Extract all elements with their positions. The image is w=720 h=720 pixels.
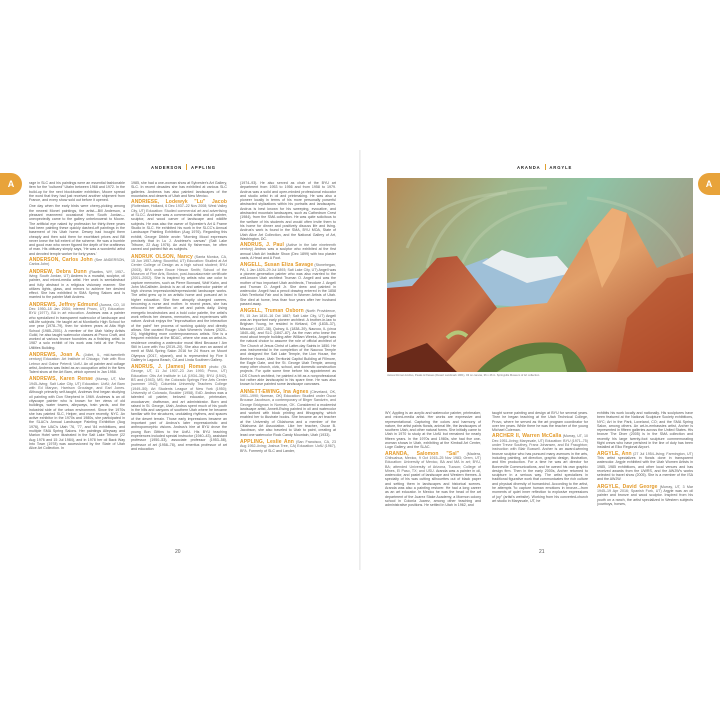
artist-meta: (San Francisco, CA, 23 Aug 1952–living; Joshua Tree, CA) Education: UofU (1967), BFA. <box>240 439 336 453</box>
artist-meta: (Rotterdam, Holland, 6 Dec 1937–22 Nov 2008; West Valley City, UT) Education: Studied commercial art and advertising at SLCC. <box>131 204 227 218</box>
artist-meta: (Stonehegan, PA, 1 Jan 1825–29 Jul 1893; Salt Lake City, UT) <box>240 263 336 272</box>
artist-entry <box>240 309 336 386</box>
artist-meta: (Joliet, IL, mid-twentieth century) Education: Art Institute of Chicago; Yale with Rico Lebrun and Gabor Peterdi; UofU. <box>29 352 125 366</box>
running-head-divider <box>186 164 187 170</box>
artist-bio: Andrus was a sculptor who exhibited at the first annual Utah Art Institute Show (Dec 1899) with two plaster casts, A Head and A Foot. <box>240 247 336 261</box>
right-page-column-1 <box>385 411 481 511</box>
artist-name: ANDRUS, J. Paul <box>240 242 285 249</box>
artist-name: ARGYLE, Ann <box>597 450 632 457</box>
artist-bio: Andriese was a commercial artist and oil painter, sculptor, and wood carver of landscape and wildlife subjects. He was also the owner of Sylvester's Art & Frame Studio in SLC. He exhibited his work in the SLCC's Annual Landscape Painting Exhibition (Aug 1976). Regarding this exhibit, George Dibble wrote: "Morning Mood expresses precisely that in Lu J. Andriese's canvas" (Salt Lake Tribune, 22 Aug 1976). An avid fly fisherman, he often carved and painted fish as subjects. <box>131 213 227 252</box>
artist-entry <box>597 452 693 482</box>
left-page-column-1 <box>29 181 125 454</box>
artist-bio: Andrews was a painter who specialized in transparent watercolor of landscape and still-life subjects. He taught art at Monticello High School for one year (1978–79), then for sixteen years at Alta High School (1985–2001). A member of the Utah Valley Artists Guild, he also taught watercolor classes at Provo Craft, and worked at various bronze foundries as a finishing artist. In 1987 a solo exhibit of his work was held at the Provo Utilities Building. <box>29 311 125 350</box>
artist-meta: (See ANDERSON, Carlos John) <box>29 258 125 267</box>
right-page-column-2 <box>492 411 588 506</box>
artist-bio: Argyle was an oil painter and bronze and wood sculptor. Inspired from his youth on a ranch, the artist specialized in Western subjects (cowboys, horses, <box>597 489 693 506</box>
artist-entry <box>385 452 481 508</box>
artist-entry <box>29 377 125 450</box>
artist-meta: (Cleveland, OK, 1901–1990; Norman, OK) Education: Studied under Oscar Brousse Jacobson, a contemporary of Birger Sandzén, and George Bridgman in Norman, OK. <box>240 389 336 407</box>
left-page-number: 20 <box>175 549 181 555</box>
artist-bio: Although primarily self-taught, Andrews first began studying oil painting with Don Shepherd in 1969. Andrews is an oil cityscape painter who is known for her views of old buildings, water towers, alleyways, train yards, and the industrial side of the urban environment. Since the 1970s she has painted SLC, Helper, and more recently, NYC. An active exhibitor in the 1970s and 1980s, she participated in the SLAC's Annual Landscape Painting Exhibition (Aug 1976), the UAC's Utah '76, '77, and '84 exhibitions, and multiple SMA Spring Salons. Her paintings Alleyway and Marion Hotel were illustrated in the Salt Lake Tribune (22 Aug 1976 and 15 Jul 1984), and in 1978 her oil Back Way Into Town (1978) was accessioned by the State of Utah Alice Art Collection. In <box>29 390 125 451</box>
left-thumb-tab: A <box>0 173 22 195</box>
running-head-divider <box>545 164 546 170</box>
artist-entry <box>240 390 336 437</box>
artist-name: APPLING, Leslie Ann <box>240 438 294 445</box>
artist-entry <box>240 263 336 306</box>
figure-caption: James Roman Andrus, Peaks & Passes (Desert Landmark 1961), Oil on canvas, 36 x 46 in. Springville Museum of Art collection. <box>387 374 540 377</box>
running-head-last: APPLING <box>190 164 216 170</box>
artist-meta: (Murray, UT, 10 Dec 1951–living; Marysvale, UT) Education: BYU (1971–75) under Trevor Southey, Franz Johansen, and Ed Fraughton; instruction with Blair Buswell. <box>492 434 588 452</box>
artist-entry <box>131 200 227 252</box>
artist-entry <box>240 440 336 453</box>
right-page-column-3 <box>597 411 693 509</box>
right-thumb-tab: A <box>698 173 720 195</box>
artist-meta: (27 Jul 1954–living; Farmington, UT) <box>633 451 693 456</box>
artist-bio: Archer is an award-winning bronze sculptor who has pursued many avenues in the arts, including painting, art direction, graphic design, illustration, and film production. For a time he was art director for Bonneville Communications, and he owned his own graphic design firm. Then in the early 2000s, Archer returned to sculpture in a serious way. The artist specializes in traditional figurative work that communicates the rich culture and physical diversity of humankind. According to the artist, he attempts "to capture human emotions in bronze—from moments of quiet inner reflection to explosive expressions of joy" (artist's website). Working from his converted-church art studio in Marysvale, UT, he <box>492 447 588 503</box>
artist-entry <box>29 353 125 374</box>
artist-name: ARGYLE, David George <box>597 483 658 490</box>
running-head-first: ANDERSON <box>151 164 183 170</box>
artist-name: ANDREWS, Karen Renae <box>29 376 94 383</box>
artist-name: ANGELL, Susan Eliza Savage <box>240 262 314 269</box>
artist-name: ARCHER II, Warren McCalla <box>492 433 562 440</box>
artist-meta: (Murray, UT, 3 Mar 1945–19 Apr 2016; Spanish Fork, UT) <box>597 484 693 494</box>
artist-meta: photo (St. George, UT, 11 Jul 1907–23 Jun 1993; Provo, UT) Education: Otis Art Institute in LA (1934–36); BYU (1942), BS and (1943), MS; the Colorado Springs Fine Arts Center (summer 1942); Columbia University Teachers College (1949–50); Art Students League of New York (1950); University of Colorado, Boulder (1958), EdD. <box>131 365 227 395</box>
left-running-head <box>151 164 216 170</box>
artist-bio: Andrew is a muralist, sculptor, oil painter, and mixed-media artist. Her work is semiabstract and fully abstract in a religious visionary manner. She utilizes lights, glass, and mirrors to achieve her desired effect. She has exhibited in SMA Spring Salons and is married to the painter Matt Andrew. <box>29 273 125 300</box>
gutter <box>359 150 361 570</box>
artist-meta: (Rawlins, WY, 1957–living; South Jordan, UT) <box>29 269 125 278</box>
body-paragraph: rage in SLC and his paintings were an essential fashionable item for the "cultured" Utahn between 1968 and 1972. In the build-up for the next blockbuster exhibition, Moore spread the word that they had just received another shipment from France, and every show sold out before it opened. <box>29 181 125 203</box>
artist-meta: (Murray, UT, Mar 1945–living; Salt Lake City, UT) Education: UofU; Art Barn with Ed Maryon, Harrison Groutage, and Earl Jones. <box>29 377 125 391</box>
artist-entry <box>492 434 588 503</box>
artist-name: ANDREWS, Joan A. <box>29 351 81 358</box>
running-head-last: ARGYLE <box>549 164 573 170</box>
running-head-first: ARANDA <box>517 164 541 170</box>
artist-name: ANDRUS, J. (James) Roman <box>131 364 207 371</box>
mountain-landscape-painting <box>387 178 693 372</box>
right-running-head <box>517 164 572 170</box>
artist-entry <box>131 365 227 451</box>
left-page-column-3 <box>240 181 336 456</box>
body-paragraph: WY, Appling is an acrylic and watercolor painter, printmaker, and mixed-media artist. Her works are expressive and representational. Capturing the colors and harmony of nature, the artist paints florals, animal life, the landscapes of southern Utah, and other natural forms. She initially came to Utah in 1970 to study at the UofU but remained for nearly fifteen years. In the 1970s and 1980s, she had five one-woman shows in Utah, exhibiting at the Kimball Art Center, Loge Gallery, and the SLAC. <box>385 411 481 450</box>
artist-entry <box>240 243 336 260</box>
artist-meta: (Madera, Chihuahua, Mexico, 9 Oct 1915–25 Nov 1983; Orem, UT) Education: University of Mexico, BA and MA in art; BYU, BA; attended University of Arizona, Tucson; College of Mines, El Paso, TX; and USU. <box>385 451 481 473</box>
artist-name: ANDREW, Debra Dunn <box>29 268 87 275</box>
artist-bio: Andrus was a talented oil painter, beloved educator, printmaker, woodcarver, draftsman, and art administrator. Born and raised in St. George, Utah, Andrus spent much of his youth in the hills and canyons of southern Utah where he became familiar with the structures, undulating rhythms, and spaces of the desert terrain. Those early impressions became an important part of Andrus's later expressionistic and anthropomorphic visions. Andrus's hire at BYU drove the young Bon Gittins to the UofU. His BYU teaching experiences included special instructor (1940–43), assistant professor (1950–53), associate professor (1953–58), professor of art (1958–78), and emeritus professor of art and education <box>131 390 227 451</box>
artist-entry <box>131 255 227 362</box>
artist-entry <box>29 258 125 267</box>
artist-meta: (Active in the late nineteenth century) <box>240 243 336 252</box>
artist-bio: Formerly of SLC and Lander, <box>248 448 295 453</box>
artist-name: ANNETT-EWING, Ina Agnes <box>240 388 309 395</box>
artist-meta: (North Providence, RI, 15 Jun 1810–16 Oct 1887; Salt Lake City, UT) <box>240 309 336 318</box>
artist-name: ANDREWS, Jeffrey Edmund <box>29 301 99 308</box>
artist-bio: Aranda was a painter in oil, watercolor, and pastel of landscape and Western themes. A specialty of his was cutting silhouettes out of black paper and setting them in landscapes and historical scenes. Aranda was also a painting restorer. He had a long career as an art educator. In Mexico he was the head of the art department of the Juarez Stake Academy, a Mormon colony school in Colonia Juarez, among other teaching and administrative positions. He settled in Utah in 1962, and <box>385 468 481 508</box>
artist-name: ANDERSON, Carlos John <box>29 257 93 264</box>
artist-meta: (Santa Monica, CA, 15 Jun 1957–living; Bountiful, UT) Education: Studied at Art Center College of Design as a high school student; BYU (2003), BFA under Bruce Hixson Smith; School of the Museum of Fine Arts, Boston, post-baccalaureate certificate (2001–2002). <box>131 254 227 281</box>
body-paragraph: One day when the early birds were cherry-picking among the newest Monet paintings, the artist—Bill Anderson, a pleasant mannered occasional from South Jordan—unexpectedly came to the gallery unbeknownst to Moore. The artificial eye naked by profession for thirty-three years had been painting these quickly dashed-off paintings in the basement of his Utah home. Dewey had bought them cheaply and then sold them for exorbitant prices and Bill never knew the full extent of the scheme. He was a humble and good man who never figured the depth of the craftiness of man. His obituary simply says, 'He was a wonderful artist and devoted temple worker for forty years.' <box>29 204 125 256</box>
artist-entry <box>597 485 693 506</box>
body-paragraph: exhibits his work locally and nationally. His sculptures have been featured at the National Sculpture Society exhibitions, NYC; Art in the Park, Loveland, CO; and the SMA Spring Salon, among others. An art-in-embassies artist, Archer is represented in fifteen galleries across the United States. His bronze The Diver (2005) is in the SMA collection and recently his large twenty-foot sculpture commemorating flight crews who have perished in the line of duty has been installed at Elko Regional Airport. <box>597 411 693 450</box>
body-paragraph: (1974–93). He also served as chair of the BYU art department from 1953 to 1956 and from 1958 to 1979. Andrus was a solid and open-minded professional educator and studio artist in oil and printmaking. He was also a pioneer locally in terms of his more personally powerful abstracted stylizations within his portraits and landscapes. Andrus is best known for his sweeping, evocative, and abstracted mountain landscapes, such as Cathedrum Crest (1984), from the SMA collection. He was quite solicitous to the welfare of his students and would often invite them to his home for dinner and positively discuss life and living. Andrus's work is found in the SMA, BYU MOA, State of Utah Alice Art Collection, and the National Gallery of Art, Washington, DC. <box>240 181 336 241</box>
artist-bio: She is inspired by artists who use color to capture memories, such as Pierre Bonnard, Wolf Kahn, and John McCallister. Andruk is an oil and watercolor painter of high chroma impressionist/expressionist landscape works. The artist grew up in an artistic home and pursued art in higher education. She then abruptly changed careers, becoming a nurse and mother. In recent years, she has refocused her attention on art and paints daily. Using energetic brushstrokes and a bold color palette, the artist's work reflects her dreams, memories, and experiences with nature. Andruk enjoys the "improvisation and the interaction of the paint" her process of working quickly and directly allows. She curated Rouge: Utah Women's Voices (2020–21), highlighting more contemporaneous artists. She is a frequent exhibitor at the BDAC, where she was an artist-in-residence creating a watercolor mural titled Because I Am Still in Love with You (2019–20). She also won an award of merit at SMA Spring Salon 2016 for 24 Hours on Mount Olympus (2017, n/panel), and is represented by Five 5 Gallery in Laguna Beach, CA and Linda Southern Gallery. <box>131 276 227 362</box>
artist-bio: This artist specializes in florals done in transparent watercolor. Argyle exhibited with the Utah Women Artists in 1985, 1985 exhibitions, and other local venues and has received awards from the UWRS, and the AWJW's works selected to travel show (2005). She is a member of the ISA and the AWJW. <box>597 455 693 482</box>
artist-entry <box>29 270 125 300</box>
artist-name: ANGELL, Truman Osborn <box>240 308 304 315</box>
left-page-column-2 <box>131 181 227 454</box>
artist-name: ANDRIESE, Lodewyk "Lu" Jacob <box>131 199 227 206</box>
body-paragraph: taught scene painting and design at BYU for several years. Then he began teaching at the Utah Technical College, Provo, where he served as the art program coordinator for over ten years. While there he was the teacher of the young Michael Coleman. <box>492 411 588 433</box>
artist-meta: (Aurora, CO, 10 Dec 1950–18 Jan 2004; interred Provo, UT) Education: BYU (1977), BA in art education. <box>29 302 125 316</box>
artist-name: ARANDA, Salomon "Sal" <box>385 450 460 457</box>
artist-entry <box>29 303 125 350</box>
body-paragraph: 1985, she had a one-woman show at Sylvester's Art Gallery, SLC. In recent decades she has exhibited at various SLC galleries. Andrews has also painted landscapes of the mountains and deserts of Utah and New Mexico. <box>131 181 227 198</box>
artist-bio: Considered a modernist landscape artist, Annett-Ewing painted in oil and watercolor and worked with block printing and lithography, which enabled her to illustrate books. She became an art teacher at the University of Oklahoma and a member of the Oklahoma Art Association. Like her teacher, Oscar B. Jacobson, she also traveled to Utah to paint, creating at least one watercolor Rock Candy Mountain, Utah (1933). <box>240 402 336 437</box>
artist-bio: Angell was a pioneer-generation painter who was also married to the well-known Utah architect Truman O. Angell and was the mother of two important Utah architects, Theodore J. Angell and Truman O. Angell Jr. She drew and painted in watercolor. Angell had a pencil drawing entered in the 1858 Utah Territorial Fair and is listed in Women Artists of Utah. She died at home, less than four years after her husband passed away. <box>240 267 336 307</box>
artist-name: ANDRUK OLSON, Nancy <box>131 253 193 260</box>
artist-bio: An oil painter and collage artist, Andrews was listed as an occupation artist in the New Talent show at the Art Barn, which opened in Jan 1958. <box>29 361 125 375</box>
artist-bio: Angell was an important early pioneer architect. A brother-in-law to Brigham Young, he resided in Kirtland, OH (1835–37), Missouri (1837–38), Quincy, IL (1838–39), Nauvoo, IL (circa 1840–46), and SLC (1847–87). As the man who knew the most about temple building after William Weeks, Angell was the natural choice to assume the role of official architect of The Church of Jesus Christ of Latter-day Saints in 1850. He was instrumental in the completion of the Nauvoo Temple and designed the Salt Lake Temple, the Lion House, the Beehive House, Utah Territorial Capitol Building at Fillmore, the Eagle Gate, and the St. George Utah Temple, among many other church, civic, school, and domestic construction projects. For quite some time before his appointment as LDS Church architect, he painted a bit as a nonprofessional but rather able landscapist in his spare time. He was also known to have painted some landscape canvases. <box>240 313 336 387</box>
right-page-number: 21 <box>539 549 545 555</box>
